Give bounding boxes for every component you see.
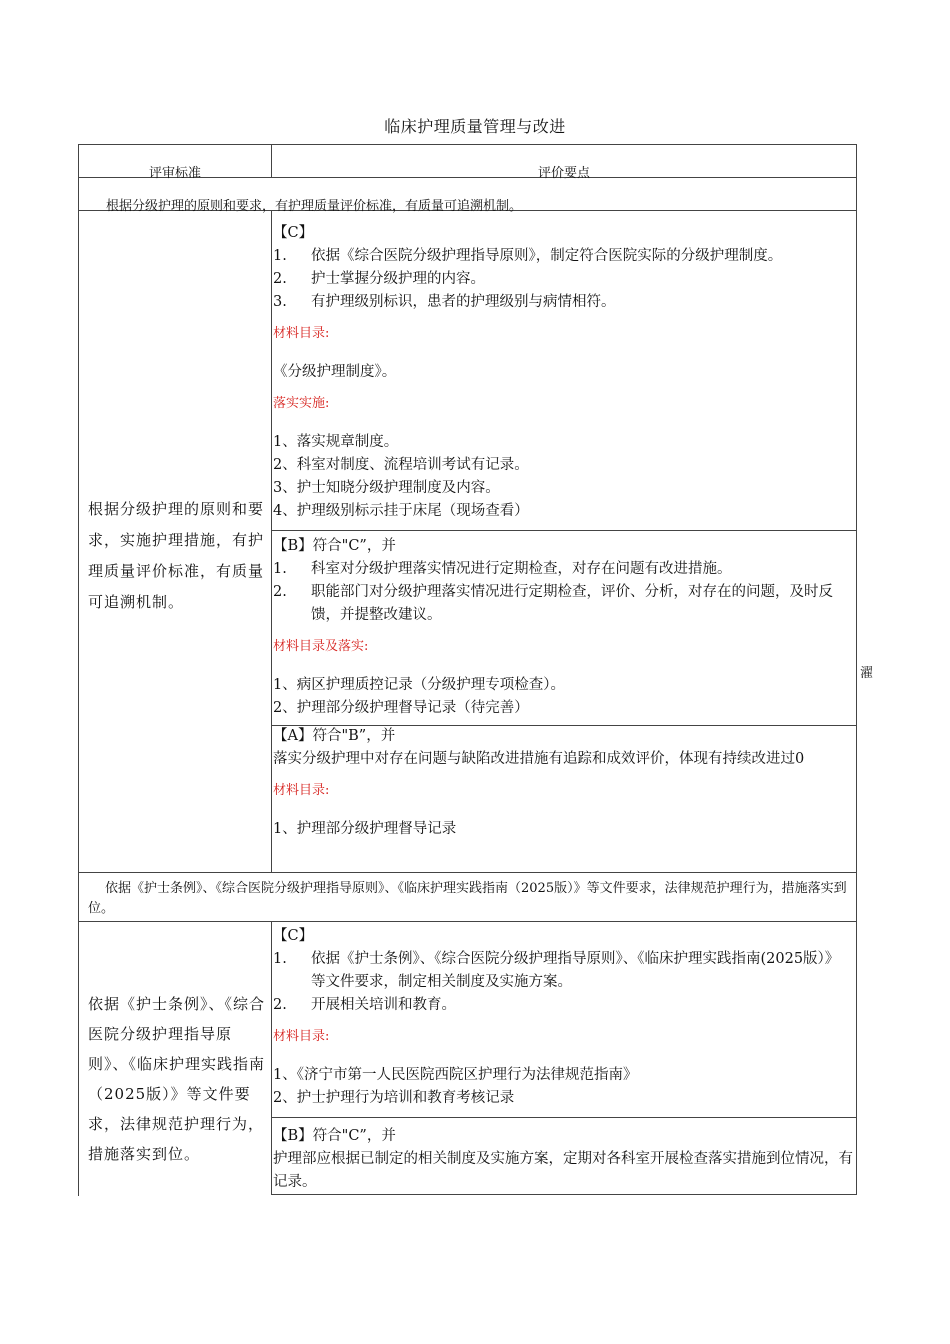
materials-line: 2、护理部分级护理督导记录（待完善） — [273, 700, 529, 716]
level-label: 【C】 — [273, 928, 314, 944]
list-item: 1. 依据《综合医院分级护理指导原则》，制定符合医院实际的分级护理制度。 — [273, 248, 783, 264]
table-divider — [856, 210, 857, 872]
materials-heading: 材料目录: — [273, 326, 330, 341]
side-mark: 濯 — [860, 666, 874, 681]
implementation-line: 1、落实规章制度。 — [273, 434, 399, 450]
materials-heading: 材料目录: — [273, 1029, 330, 1044]
level-description: 落实分级护理中对存在问题与缺陷改进措施有追踪和成效评价，体现有持续改进过0 — [273, 751, 805, 767]
level-label: 【A】符合"B”，并 — [273, 728, 396, 744]
level-label: 【B】符合"C”，并 — [273, 538, 396, 554]
materials-heading: 材料目录及落实: — [273, 639, 369, 654]
level-a-block — [273, 725, 855, 841]
standard-text: 依据《护士条例》、《综合医院分级护理指导原则》、《临床护理实践指南（2025版）》等文件要求，法律规范护理行为，措施落实到位。 — [88, 995, 266, 1163]
row-divider — [78, 872, 857, 873]
materials-line: 《分级护理制度》。 — [273, 364, 397, 380]
level-c-block — [273, 925, 853, 1110]
list-item: 1. 科室对分级护理落实情况进行定期检查，对存在问题有改进措施。 — [273, 561, 732, 577]
materials-line: 1、护理部分级护理督导记录 — [273, 821, 457, 837]
implementation-heading: 落实实施: — [273, 396, 330, 411]
row-divider — [271, 530, 857, 531]
level-b-block — [273, 535, 855, 720]
table-border-top — [78, 144, 857, 145]
row-divider — [78, 921, 857, 922]
implementation-line: 3、护士知晓分级护理制度及内容。 — [273, 480, 500, 496]
list-item: 1. 依据《护士条例》、《综合医院分级护理指导原则》、《临床护理实践指南(2025版）》等文件要求，制定相关制度及实施方案。 — [273, 951, 840, 990]
column-divider — [271, 921, 272, 1195]
header-points: 评价要点 — [537, 166, 590, 181]
list-item: 3. 有护理级别标识，患者的护理级别与病情相符。 — [273, 294, 616, 310]
implementation-line: 4、护理级别标示挂于床尾（现场查看） — [273, 503, 529, 519]
list-item: 2. 护士掌握分级护理的内容。 — [273, 271, 485, 287]
table-border-left — [78, 144, 79, 1196]
section-heading: 依据《护士条例》、《综合医院分级护理指导原则》、《临床护理实践指南（2025版）》等文件要求，法律规范护理行为，措施落实到位。 — [88, 881, 847, 916]
materials-line: 2、护士护理行为培训和教育考核记录 — [273, 1090, 515, 1106]
level-label: 【C】 — [273, 225, 314, 241]
table-divider — [856, 872, 857, 922]
level-c-block — [273, 222, 853, 523]
materials-heading: 材料目录: — [273, 783, 330, 798]
table-divider — [856, 921, 857, 1195]
materials-line: 1、《济宁市第一人民医院西院区护理行为法律规范指南》 — [273, 1067, 638, 1083]
list-item: 2. 职能部门对分级护理落实情况进行定期检查，评价、分析，对存在的问题，及时反馈，并提整改建议。 — [273, 584, 833, 623]
standard-text: 根据分级护理的原则和要求，实施护理措施，有护理质量评价标准，有质量可追溯机制。 — [88, 500, 265, 611]
level-description: 护理部应根据已制定的相关制度及实施方案，定期对各科室开展检查落实措施到位情况，有记录。 — [273, 1151, 853, 1190]
section-heading: 根据分级护理的原则和要求，有护理质量评价标准，有质量可追溯机制。 — [106, 199, 523, 214]
implementation-line: 2、科室对制度、流程培训考试有记录。 — [273, 457, 529, 473]
row-divider — [271, 1194, 857, 1195]
table-divider — [856, 177, 857, 211]
column-divider — [271, 210, 272, 872]
list-item: 2. 开展相关培训和教育。 — [273, 997, 456, 1013]
level-b-block — [273, 1125, 855, 1194]
row-divider — [271, 1117, 857, 1118]
header-standard: 评审标准 — [148, 166, 201, 181]
page-title: 临床护理质量管理与改进 — [384, 117, 566, 136]
level-label: 【B】符合"C”，并 — [273, 1128, 396, 1144]
materials-line: 1、病区护理质控记录（分级护理专项检查）。 — [273, 677, 565, 693]
